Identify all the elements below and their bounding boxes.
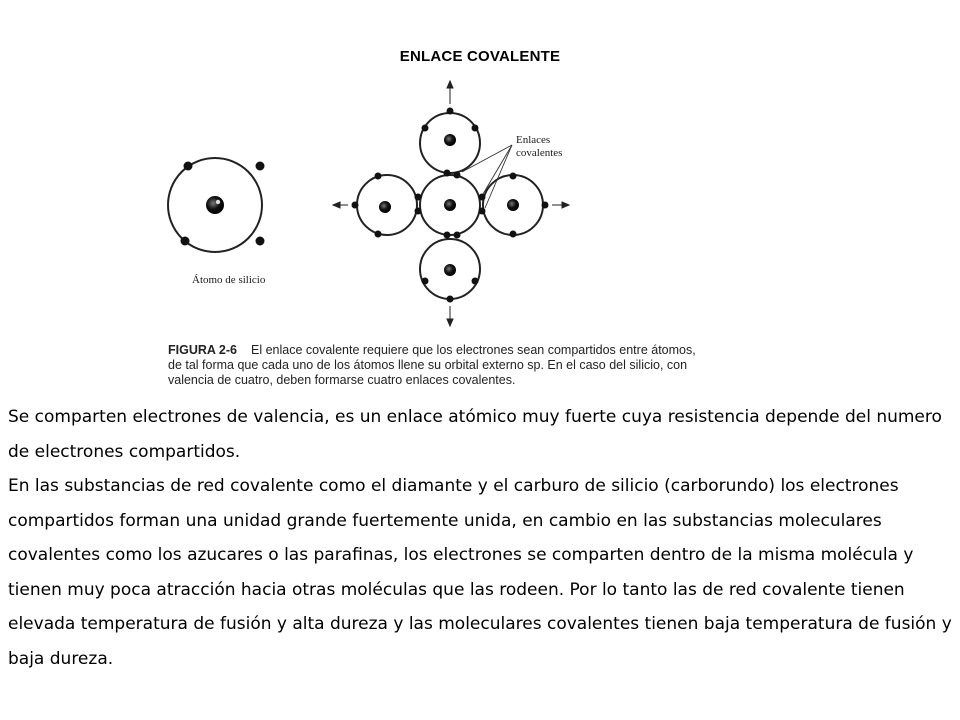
electron-icon <box>256 162 265 171</box>
bond-label: Enlaces <box>516 134 551 146</box>
body-text <box>8 400 956 676</box>
nucleus-icon <box>206 196 224 214</box>
caption-figure-number: FIGURA 2-6 <box>168 343 237 357</box>
electron-icon <box>256 237 265 246</box>
bonded-silicon-diagram <box>333 81 569 326</box>
nucleus-icon <box>507 199 519 211</box>
body-paragraph: Se comparten electrones de valencia, es un enlace atómico muy fuerte cuya resistencia depende del numero de electrones compartidos. <box>8 407 942 462</box>
nucleus-icon <box>444 134 456 146</box>
caption-line: de tal forma que cada uno de los átomos llene su orbital externo sp. En el caso del silicio, con <box>168 358 688 372</box>
nucleus-icon <box>379 201 391 213</box>
nucleus-icon <box>444 199 456 211</box>
electron-icon <box>181 237 190 246</box>
silicon-atom-diagram <box>168 158 266 286</box>
electron-icon <box>184 162 193 171</box>
slide-title: ENLACE COVALENTE <box>399 48 561 65</box>
nucleus-icon <box>444 264 456 276</box>
figure-caption <box>168 343 788 388</box>
caption-line: El enlace covalente requiere que los electrones sean compartidos entre átomos, <box>251 343 696 357</box>
bond-label: covalentes <box>516 147 563 159</box>
caption-line: valencia de cuatro, deben formarse cuatro enlaces covalentes. <box>168 373 516 387</box>
atom-label: Átomo de silicio <box>192 274 266 286</box>
body-paragraph: En las substancias de red covalente como el diamante y el carburo de silicio (carborundo) los electrones compartidos forman una unidad grande fuertemente unida, en cambio en las substancias moleculares covalentes como los azucares o las parafinas, los electrones se comparten dentro de la misma molécula y tienen muy poca atracción hacia otras moléculas que las rodeen. Por lo tanto las de red covalente tienen elevada temperatura de fusión y alta dureza y las moleculares covalentes tienen baja temperatura de fusión y baja dureza. <box>8 476 952 669</box>
